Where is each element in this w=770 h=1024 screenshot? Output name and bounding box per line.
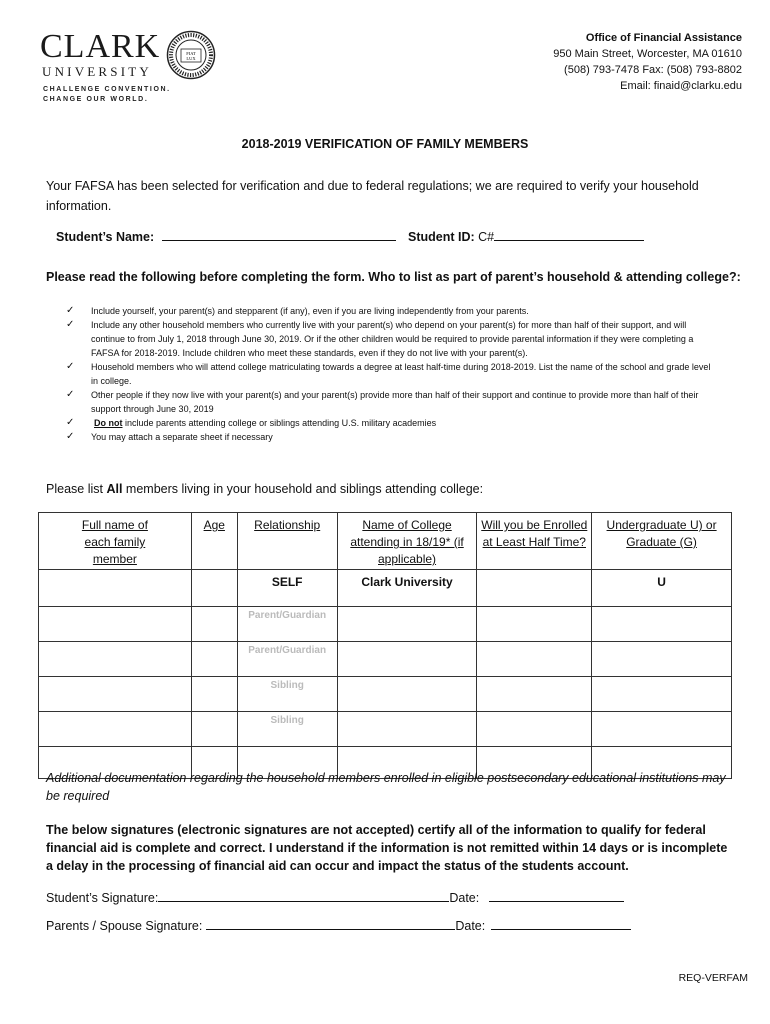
cell-relationship-hint[interactable]: Parent/Guardian bbox=[237, 642, 337, 677]
do-not-emphasis: Do not bbox=[94, 418, 123, 428]
university-seal-icon bbox=[166, 30, 216, 80]
cell-name[interactable] bbox=[39, 642, 192, 677]
logo-wordmark: CLARK bbox=[40, 28, 161, 65]
form-title: 2018-2019 VERIFICATION OF FAMILY MEMBERS bbox=[241, 137, 529, 151]
student-date-label: Date: bbox=[449, 891, 480, 905]
cell-college[interactable] bbox=[337, 642, 477, 677]
cell-age[interactable] bbox=[191, 712, 237, 747]
col-level: Undergraduate U) or Graduate (G) bbox=[592, 513, 732, 570]
cell-college[interactable] bbox=[337, 607, 477, 642]
cell-level[interactable] bbox=[592, 712, 732, 747]
checklist-item: ✓ Other people if they now live with your parent(s) and your parent(s) provide more than half of their support and continue to provide more than half of their support through June 30, 2019 bbox=[66, 389, 699, 414]
checkmark-icon: ✓ bbox=[66, 305, 75, 316]
table-row bbox=[39, 642, 732, 677]
table-row bbox=[39, 607, 732, 642]
read-instructions-heading: Please read the following before completing the form. Who to list as part of parent’s household & attending college?: bbox=[46, 270, 741, 284]
student-id-blank[interactable] bbox=[494, 229, 644, 241]
cell-college: Clark University bbox=[337, 570, 477, 607]
checkmark-icon: ✓ bbox=[66, 417, 75, 428]
col-relationship: Relationship bbox=[237, 513, 337, 570]
certification-statement: The below signatures (electronic signatures are not accepted) certify all of the information to qualify for federal financial aid is complete and correct. I understand if the information is not remitted within 14 days or is incomplete a delay in the processing of financial aid can occur and impact the status of the students account. bbox=[46, 823, 728, 873]
student-date-blank[interactable] bbox=[489, 890, 624, 902]
parent-signature-label: Parents / Spouse Signature: bbox=[46, 919, 203, 933]
cell-college[interactable] bbox=[337, 677, 477, 712]
parent-signature-line[interactable] bbox=[46, 918, 631, 933]
checklist-item: ✓ Do not include parents attending college or siblings attending U.S. military academies bbox=[66, 417, 437, 428]
cell-age[interactable] bbox=[191, 570, 237, 607]
student-signature-label: Student’s Signature: bbox=[46, 891, 159, 905]
cell-half-time[interactable] bbox=[477, 570, 592, 607]
checklist-item: ✓ You may attach a separate sheet if necessary bbox=[66, 431, 273, 442]
checklist-item: ✓ Include any other household members who currently live with your parent(s) who depend on your parent(s) for more than half of their support, and will continue to from July 1, 2018 through June 30, 2019. Or if the other children would be required to provide parental information if they were completing a FAFSA for 2018-2019. Include children who meet these standards, even if they do not live with your parent(s). bbox=[66, 319, 694, 358]
cell-name[interactable] bbox=[39, 712, 192, 747]
col-half-time: Will you be Enrolled at Least Half Time? bbox=[477, 513, 592, 570]
checklist-item: ✓ Household members who will attend college matriculating towards a degree at least half-time during 2018-2019. List the name of the school and grade level in college. bbox=[66, 361, 711, 386]
form-code: REQ-VERFAM bbox=[678, 972, 748, 984]
intro-paragraph: Your FAFSA has been selected for verification and due to federal regulations; we are required to verify your household information. bbox=[46, 179, 699, 213]
cell-level[interactable] bbox=[592, 642, 732, 677]
checkmark-icon: ✓ bbox=[66, 361, 75, 372]
student-name-blank[interactable] bbox=[162, 229, 396, 241]
student-id-field[interactable] bbox=[408, 229, 644, 244]
clark-logo bbox=[40, 30, 230, 110]
student-name-field[interactable] bbox=[56, 229, 396, 244]
student-signature-blank[interactable] bbox=[158, 890, 449, 902]
checkmark-icon: ✓ bbox=[66, 319, 75, 330]
student-id-prefix: C# bbox=[478, 230, 495, 244]
cell-college[interactable] bbox=[337, 712, 477, 747]
table-header-row bbox=[39, 513, 732, 570]
checkmark-icon: ✓ bbox=[66, 389, 75, 400]
cell-name[interactable] bbox=[39, 570, 192, 607]
col-age: Age bbox=[191, 513, 237, 570]
student-signature-line[interactable] bbox=[46, 890, 624, 905]
cell-half-time[interactable] bbox=[477, 712, 592, 747]
parent-date-blank[interactable] bbox=[491, 918, 631, 930]
cell-age[interactable] bbox=[191, 607, 237, 642]
office-address-block bbox=[553, 30, 742, 94]
student-name-label: Student’s Name: bbox=[56, 230, 155, 244]
table-row bbox=[39, 570, 732, 607]
household-members-table bbox=[38, 512, 732, 779]
office-street: 950 Main Street, Worcester, MA 01610 bbox=[553, 48, 742, 60]
tagline-line-1: CHALLENGE CONVENTION. bbox=[43, 86, 171, 93]
table-row bbox=[39, 677, 732, 712]
cell-half-time[interactable] bbox=[477, 677, 592, 712]
cell-half-time[interactable] bbox=[477, 642, 592, 677]
student-id-label: Student ID: bbox=[408, 230, 475, 244]
please-list-line: Please list All members living in your household and siblings attending college: bbox=[46, 482, 484, 496]
office-name: Office of Financial Assistance bbox=[585, 32, 742, 44]
cell-level: U bbox=[592, 570, 732, 607]
cell-relationship-hint[interactable]: Parent/Guardian bbox=[237, 607, 337, 642]
office-email: Email: finaid@clarku.edu bbox=[620, 80, 742, 92]
table-row bbox=[39, 712, 732, 747]
cell-half-time[interactable] bbox=[477, 607, 592, 642]
cell-relationship-hint[interactable]: Sibling bbox=[237, 712, 337, 747]
cell-relationship: SELF bbox=[237, 570, 337, 607]
cell-level[interactable] bbox=[592, 677, 732, 712]
all-emphasis: All bbox=[106, 482, 123, 496]
parent-signature-blank[interactable] bbox=[206, 918, 455, 930]
office-phone-fax: (508) 793-7478 Fax: (508) 793-8802 bbox=[564, 64, 742, 76]
cell-name[interactable] bbox=[39, 677, 192, 712]
logo-university: UNIVERSITY bbox=[42, 64, 152, 79]
checklist-item: ✓ Include yourself, your parent(s) and stepparent (if any), even if you are living independently from your parents. bbox=[66, 305, 529, 316]
additional-documentation-note: Additional documentation regarding the household members enrolled in eligible postsecondary educational institutions may be required bbox=[46, 771, 726, 803]
cell-name[interactable] bbox=[39, 607, 192, 642]
col-college: Name of College attending in 18/19* (if applicable) bbox=[337, 513, 477, 570]
cell-level[interactable] bbox=[592, 607, 732, 642]
cell-age[interactable] bbox=[191, 677, 237, 712]
tagline-line-2: CHANGE OUR WORLD. bbox=[43, 96, 149, 103]
svg-text:LUX: LUX bbox=[186, 56, 196, 61]
parent-date-label: Date: bbox=[455, 919, 486, 933]
cell-relationship-hint[interactable]: Sibling bbox=[237, 677, 337, 712]
instruction-checklist bbox=[66, 304, 716, 444]
checkmark-icon: ✓ bbox=[66, 431, 75, 442]
col-full-name: Full name of each family member bbox=[39, 513, 192, 570]
cell-age[interactable] bbox=[191, 642, 237, 677]
svg-text:FIAT: FIAT bbox=[186, 51, 196, 56]
